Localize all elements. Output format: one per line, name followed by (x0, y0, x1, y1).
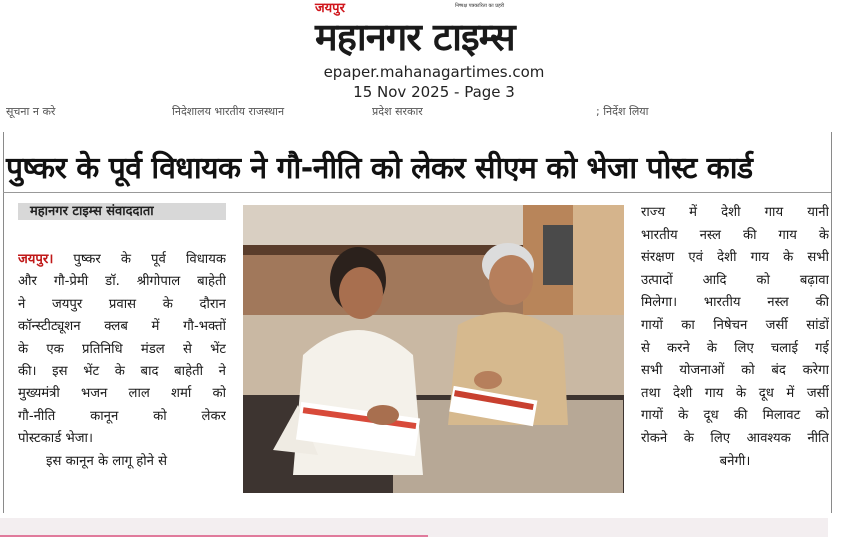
text-line: ने जयपुर प्रवास के दौरान (18, 296, 226, 312)
article-column-1 (18, 249, 226, 473)
text-line: गायों का निषेचन जर्सी सांडों (641, 317, 829, 333)
text-line: मुख्यमंत्री भजन लाल शर्मा को (18, 386, 226, 402)
scrap-text: ; निर्देश लिया (596, 105, 649, 118)
clipped-previous-article-line (0, 104, 868, 120)
edition-date: 15 Nov 2025 - Page 3 (353, 83, 515, 101)
text-line: से करने के लिए चलाई गई (641, 340, 829, 356)
text-line: पोस्टकार्ड भेजा। (18, 431, 93, 447)
text-line: गायों के दूध की मिलावट को (641, 408, 829, 424)
text-line: उत्पादों आदि को बढ़ावा (641, 272, 829, 288)
next-article-band (0, 518, 828, 537)
newspaper-logo[interactable] (315, 0, 555, 58)
text-line: कॉन्स्टीट्यूशन क्लब में गौ-भक्तों (18, 319, 226, 335)
masthead (0, 0, 868, 100)
article-column-3 (641, 202, 829, 473)
text-line: गौ-नीति कानून को लेकर (18, 408, 226, 424)
logo-tagline: निष्पक्ष पत्रकारिता का प्रहरी (455, 3, 505, 9)
text-line: राज्य में देशी गाय यानी (641, 205, 829, 220)
text-line: इस कानून के लागू होने से (46, 453, 168, 469)
byline: महानगर टाइम्स संवाददाता (18, 203, 226, 220)
text-line: तथा देशी गाय के दूध में जर्सी (641, 385, 829, 401)
dateline-place: जयपुर। (18, 252, 54, 267)
text-line: सभी योजनाओं को बंद करेगा (641, 363, 829, 379)
scrap-text: सूचना न करे (6, 105, 56, 118)
article-headline: पुष्कर के पूर्व विधायक ने गौ-नीति को लेकर सीएम को भेजा पोस्ट कार्ड (6, 151, 753, 186)
headline-divider (3, 192, 831, 193)
photo-illustration (243, 205, 624, 493)
text-line: जयपुर। पुष्कर के पूर्व विधायक (18, 252, 226, 267)
text-line: मिलेगा। भारतीय नस्ल की (641, 295, 829, 311)
text-line: बनेगी। (719, 453, 751, 469)
news-photo (243, 205, 624, 493)
text-line: रोकने के लिए आवश्यक नीति (641, 430, 829, 446)
text-line: और गौ-प्रेमी डॉ. श्रीगोपाल बाहेती (18, 274, 226, 290)
text-line: संरक्षण एवं देशी गाय के सभी (641, 250, 829, 266)
logo-city: जयपुर (315, 1, 345, 16)
scrap-text: प्रदेश सरकार (372, 105, 423, 118)
scrap-text: निदेशालय भारतीय राजस्थान (172, 105, 285, 118)
text-line: की। इस भेंट के बाद बाहेती ने (18, 363, 226, 379)
text-line: भारतीय नस्ल की गाय के (641, 227, 829, 243)
logo-name: महानगर टाइम्स (315, 15, 515, 59)
epaper-url[interactable]: epaper.mahanagartimes.com (323, 63, 545, 81)
text-line: के एक प्रतिनिधि मंडल से भेंट (18, 341, 226, 357)
